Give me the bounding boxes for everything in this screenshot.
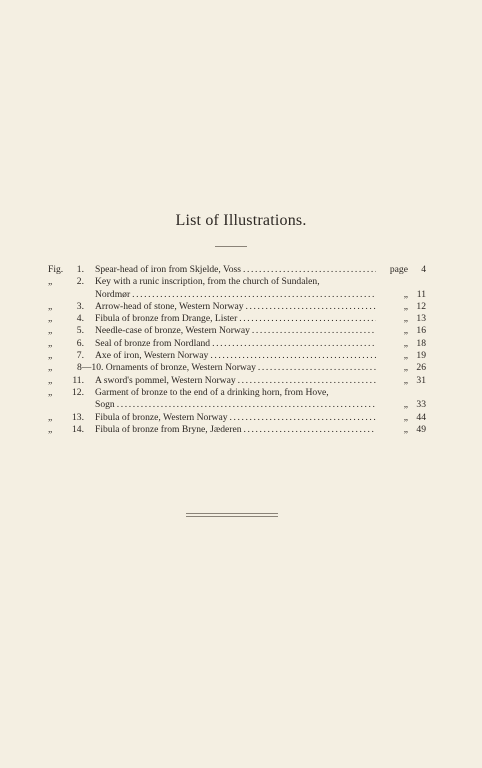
fig-caption: Key with a runic inscription, from the church of Sundalen, [95,276,320,288]
fig-prefix: „ [48,423,53,435]
fig-prefix: „ [48,300,53,312]
fig-number: 13. [72,411,84,423]
page-marker: „ [403,313,408,325]
list-item [44,375,424,387]
fig-caption: Nordmør . . . [95,289,376,301]
page-marker: „ [403,300,408,312]
fig-number: 12. [72,386,84,398]
page-marker: „ [403,288,408,300]
list-item [44,399,424,411]
page-number: 33 [416,399,426,411]
page-number: 18 [416,337,426,349]
fig-caption: Needle-case of bronze, Western Norway . . . [95,325,376,337]
fig-prefix: „ [48,325,53,337]
fig-prefix: „ [48,362,53,374]
page-marker: „ [403,325,408,337]
list-item [44,264,424,276]
page-marker: „ [403,362,408,374]
title-rule [215,246,247,247]
fig-prefix: „ [48,374,53,386]
fig-caption: Fibula of bronze from Drange, Lister . . . [95,313,376,325]
page-marker: „ [403,374,408,386]
page-number: 13 [416,313,426,325]
fig-number: 7. [76,350,84,362]
page-number: 26 [416,362,426,374]
fig-prefix: „ [48,337,53,349]
fig-number: 1. [76,264,84,275]
fig-number: 2. [76,276,84,288]
page-marker: „ [403,423,408,435]
list-item [44,276,424,288]
fig-caption: 8—10. Ornaments of bronze, Western Norway . . . [77,362,376,374]
fig-prefix: „ [48,276,53,288]
page-marker: „ [403,411,408,423]
fig-caption: Fibula of bronze, Western Norway . . . [95,412,376,424]
fig-prefix: „ [48,313,53,325]
illustrations-list [44,264,424,436]
page-marker: „ [403,337,408,349]
list-item [44,338,424,350]
page-number: 31 [416,374,426,386]
fig-caption: Arrow-head of stone, Western Norway . . . [95,301,376,313]
page-marker: „ [403,350,408,362]
page-number: 49 [416,423,426,435]
list-item [44,424,424,436]
list-item [44,313,424,325]
page-marker: „ [403,399,408,411]
fig-prefix: „ [48,350,53,362]
fig-prefix: Fig. [48,264,64,275]
page-number: 11 [416,288,426,300]
fig-prefix: „ [48,386,53,398]
page-number: 16 [416,325,426,337]
fig-caption: Seal of bronze from Nordland . . . [95,338,376,350]
fig-caption: Spear-head of iron from Skjelde, Voss . . . [95,264,376,276]
fig-caption: Axe of iron, Western Norway . . . [95,350,376,362]
list-item [44,289,424,301]
list-item [44,387,424,399]
list-item [44,325,424,337]
page-number: 19 [416,350,426,362]
list-item [44,350,424,362]
list-item [44,362,424,374]
fig-caption: A sword's pommel, Western Norway . . . [95,375,376,387]
fig-number: 4. [76,313,84,325]
fig-number: 14. [72,423,84,435]
fig-caption: Sogn . . . [95,399,376,411]
fig-prefix: „ [48,411,53,423]
fig-number: 5. [76,325,84,337]
end-rule [186,513,278,517]
page-marker: page [389,264,408,275]
list-item [44,412,424,424]
fig-number: 6. [76,337,84,349]
page-number: 44 [416,411,426,423]
page-title: List of Illustrations. [175,212,307,229]
list-item [44,301,424,313]
page-number: 4 [421,264,426,275]
fig-caption: Fibula of bronze from Bryne, Jæderen . . . [95,424,376,436]
page-number: 12 [416,300,426,312]
fig-number: 3. [76,300,84,312]
fig-number: 11. [72,374,84,386]
fig-caption: Garment of bronze to the end of a drinking horn, from Hove, [95,386,329,398]
